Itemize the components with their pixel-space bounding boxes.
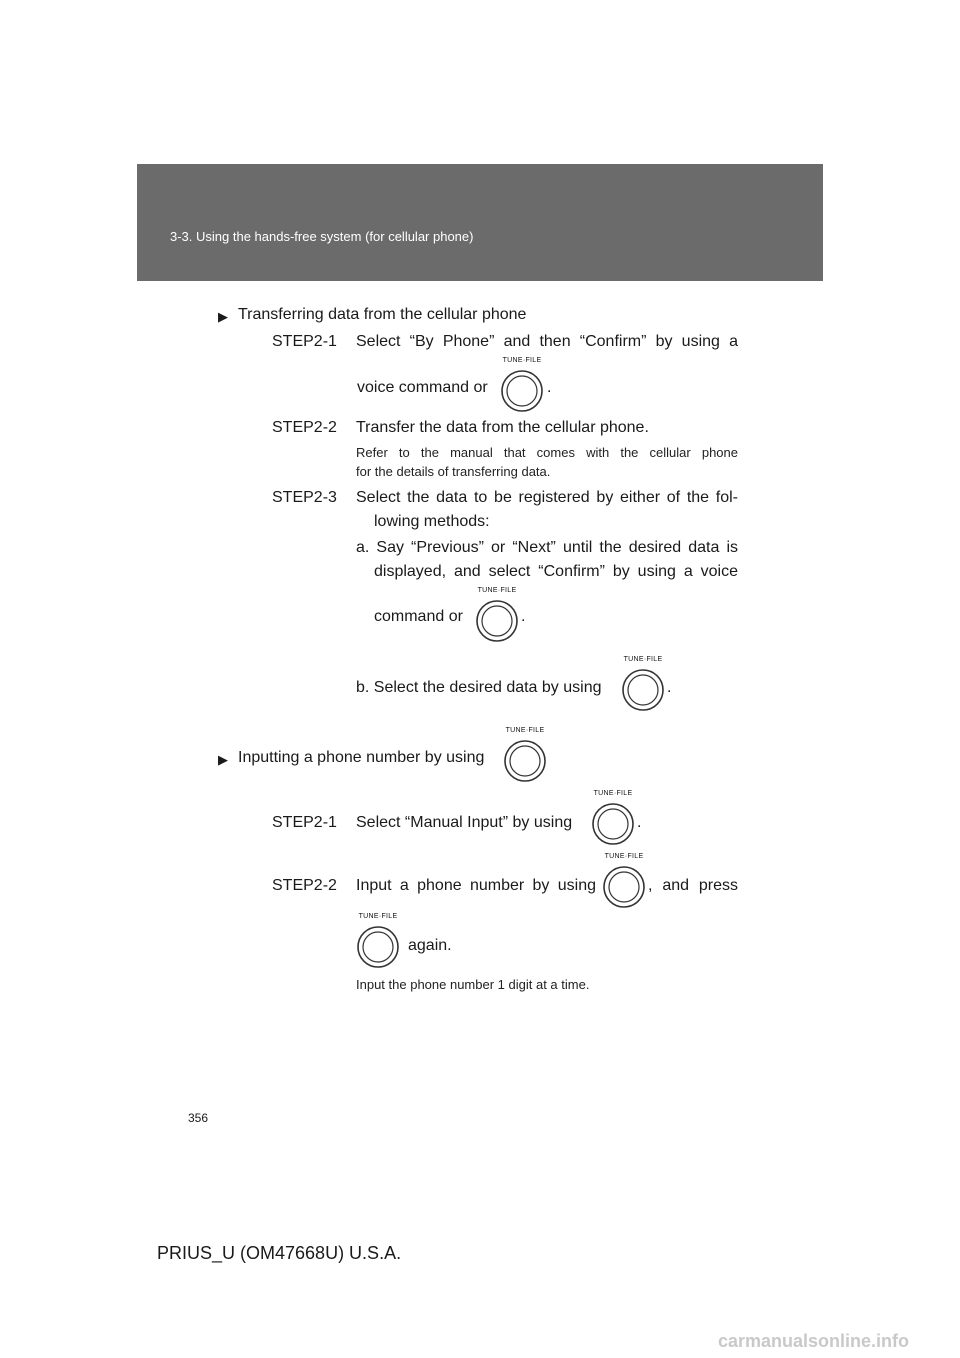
- triangle-bullet-icon: ▶: [218, 752, 228, 767]
- punctuation: .: [637, 814, 642, 831]
- section-header-band: [137, 164, 823, 281]
- option-a-text: command or: [374, 608, 463, 625]
- step-text: Transfer the data from the cellular phone.: [356, 419, 649, 436]
- step-id: STEP2-3: [272, 489, 337, 506]
- step-note: for the details of transferring data.: [356, 464, 551, 479]
- step-id: STEP2-1: [272, 333, 337, 350]
- section-header-title: 3-3. Using the hands-free system (for cellular phone): [170, 229, 474, 244]
- step-text: again.: [408, 937, 452, 954]
- knob-label: TUNE·FILE: [502, 357, 542, 364]
- step-note: Input the phone number 1 digit at a time.: [356, 977, 590, 992]
- step-text: , and press: [648, 877, 738, 894]
- watermark: carmanualsonline.info: [718, 1331, 910, 1351]
- option-a-text: a. Say “Previous” or “Next” until the desired data is: [356, 539, 738, 556]
- knob-label: TUNE·FILE: [593, 790, 633, 797]
- option-b-text: b. Select the desired data by using: [356, 679, 602, 696]
- step-text: Select “By Phone” and then “Confirm” by using a: [356, 333, 738, 350]
- knob-label: TUNE·FILE: [477, 587, 517, 594]
- option-a-text: displayed, and select “Confirm” by using a voice: [374, 563, 738, 580]
- knob-label: TUNE·FILE: [358, 913, 398, 920]
- knob-label: TUNE·FILE: [623, 656, 663, 663]
- triangle-bullet-icon: ▶: [218, 309, 228, 324]
- knob-label: TUNE·FILE: [604, 853, 644, 860]
- step-id: STEP2-1: [272, 814, 337, 831]
- step-text: Input a phone number by using: [356, 877, 596, 894]
- tune-file-knob-icon: [621, 656, 665, 712]
- section-heading-transfer: Transferring data from the cellular phone: [238, 306, 527, 323]
- punctuation: .: [521, 608, 526, 625]
- tune-file-knob-icon: [500, 357, 544, 413]
- punctuation: .: [547, 379, 552, 396]
- tune-file-knob-icon: [356, 913, 400, 969]
- knob-label: TUNE·FILE: [505, 727, 545, 734]
- step-text: Select “Manual Input” by using: [356, 814, 573, 831]
- punctuation: .: [667, 679, 672, 696]
- section-heading-input: Inputting a phone number by using: [238, 749, 485, 766]
- document-code: PRIUS_U (OM47668U) U.S.A.: [157, 1243, 402, 1263]
- step-text: lowing methods:: [374, 513, 490, 530]
- tune-file-knob-icon: [602, 853, 646, 909]
- tune-file-knob-icon: [591, 790, 635, 846]
- step-text: Select the data to be registered by either of the fol-: [356, 489, 738, 506]
- step-id: STEP2-2: [272, 877, 337, 894]
- page-number: 356: [188, 1111, 209, 1125]
- tune-file-knob-icon: [475, 587, 519, 643]
- step-note: Refer to the manual that comes with the cellular phone: [356, 445, 738, 460]
- step-id: STEP2-2: [272, 419, 337, 436]
- tune-file-knob-icon: [503, 727, 547, 783]
- step-text: voice command or: [357, 379, 488, 396]
